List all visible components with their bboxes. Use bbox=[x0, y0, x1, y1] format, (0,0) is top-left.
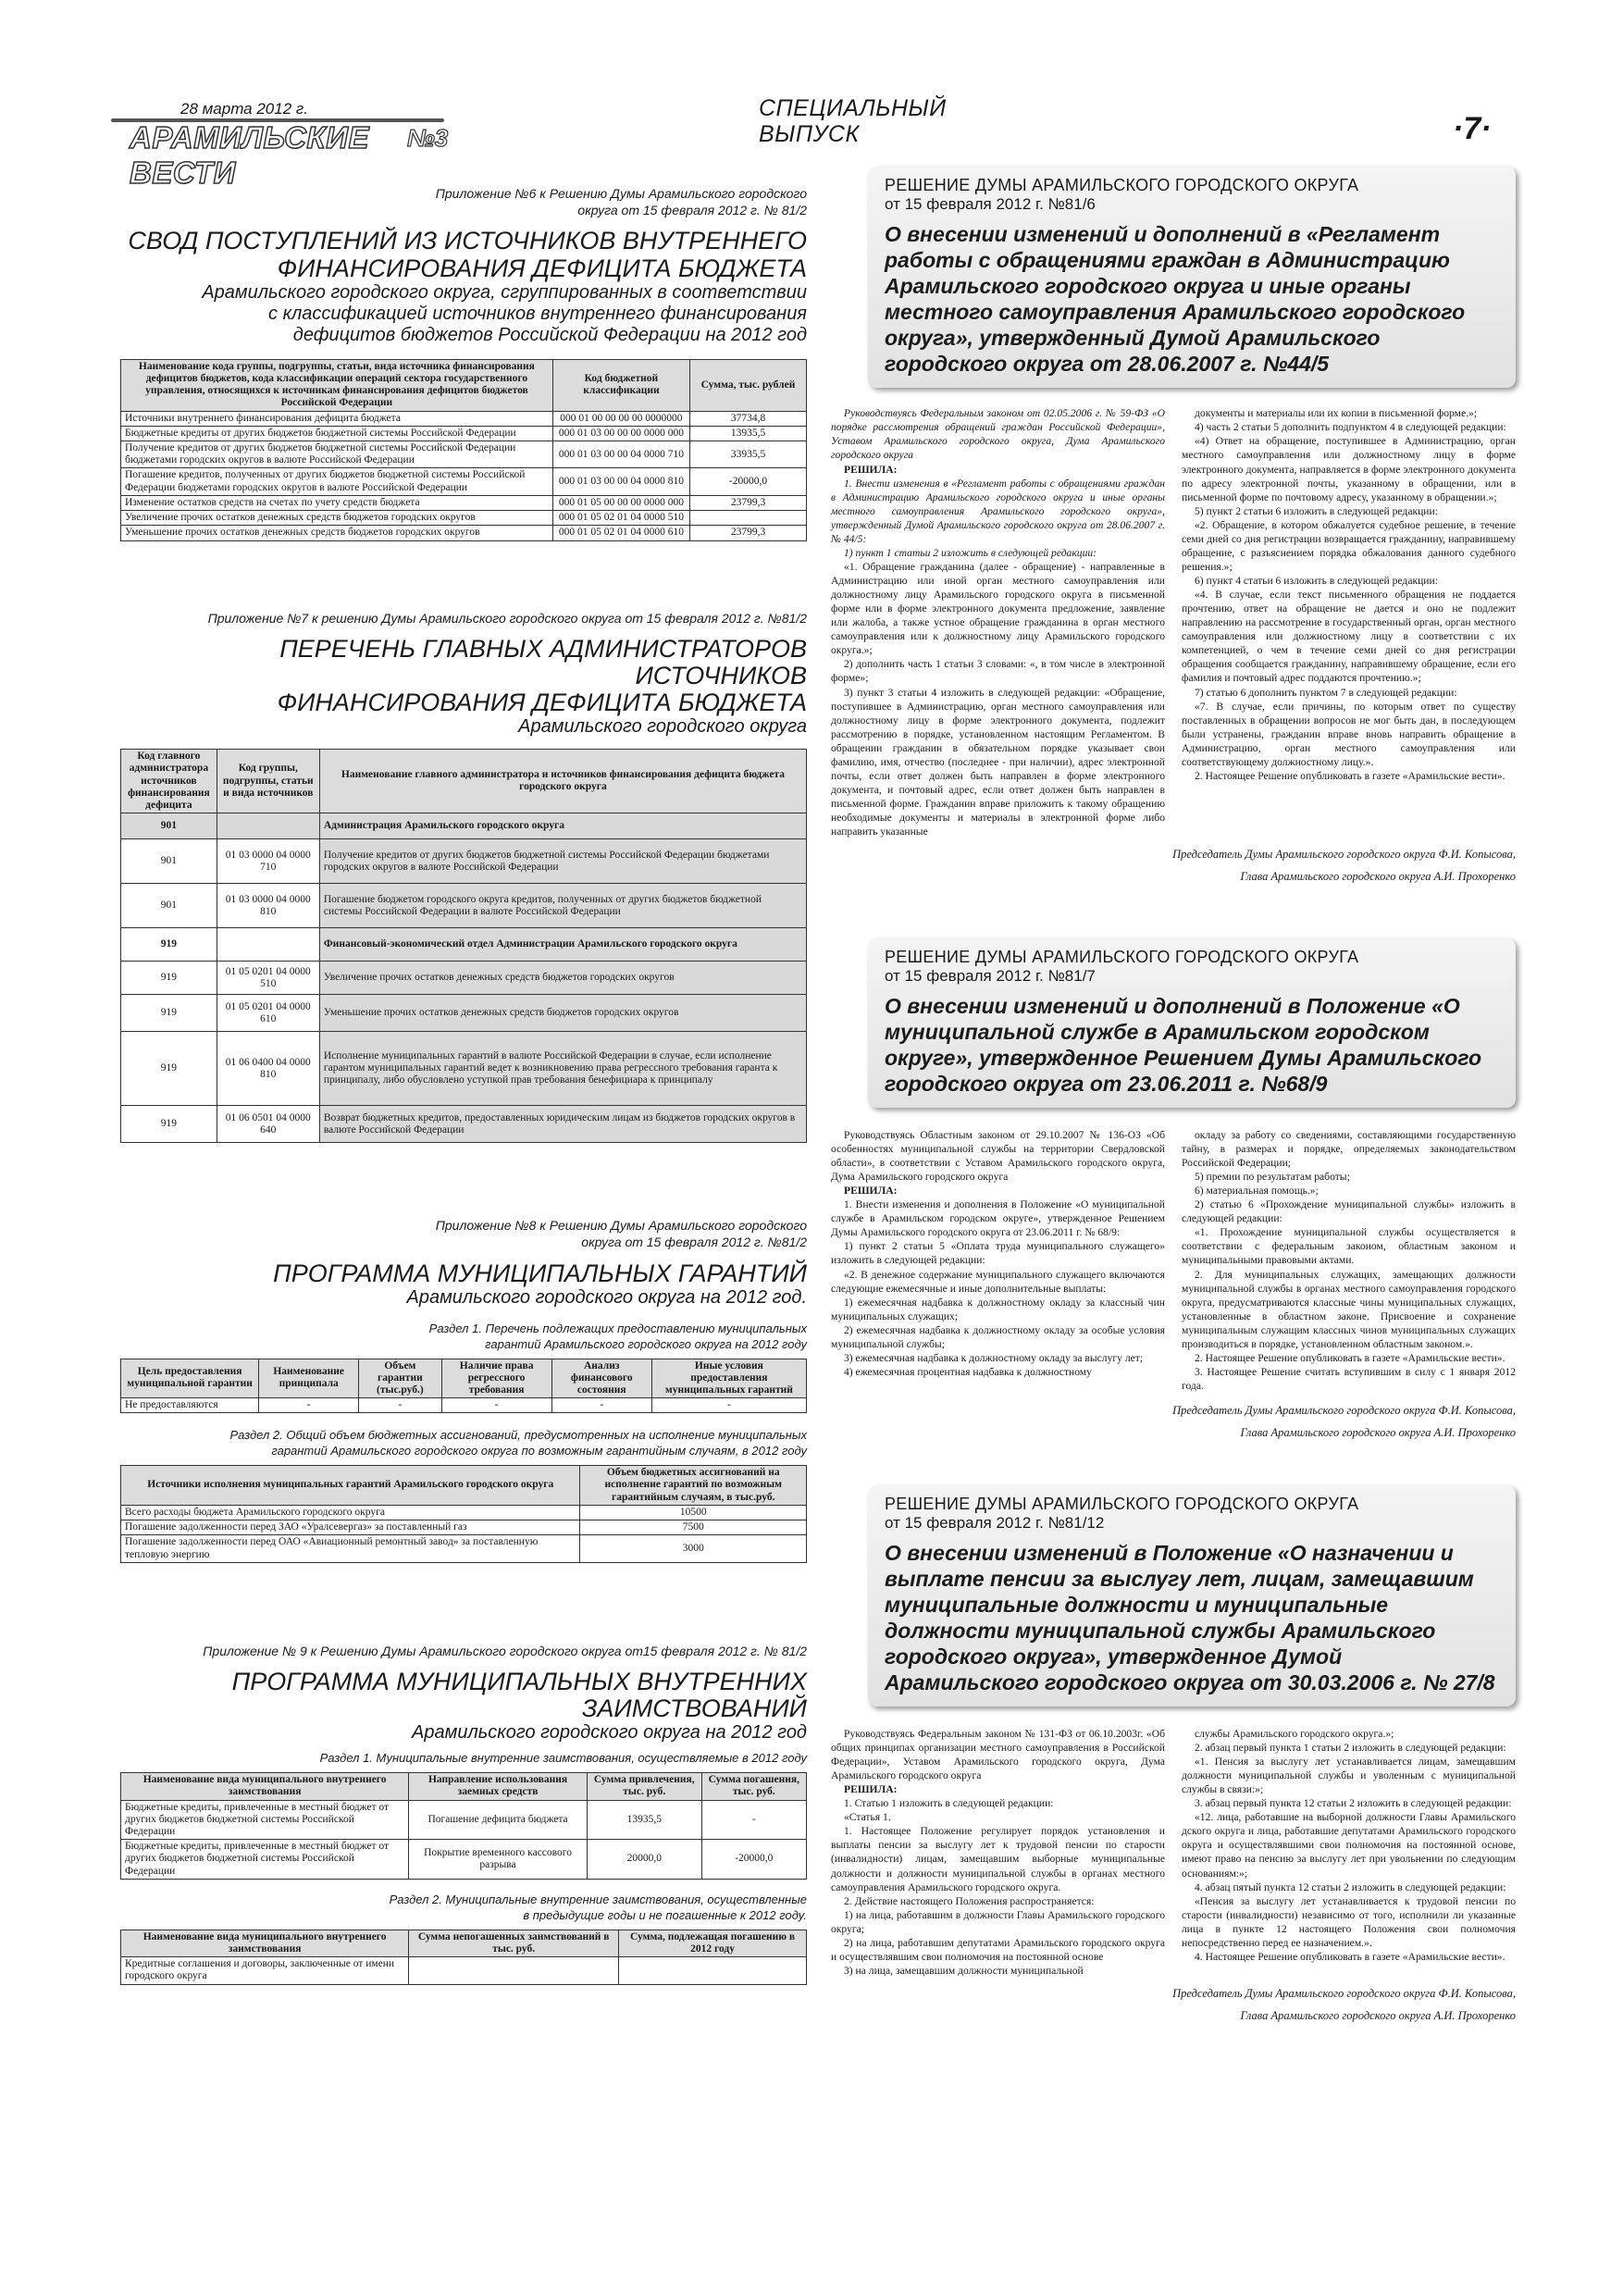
decision-headline: О внесении изменений в Положение «О назначении и выплате пенсии за выслугу лет, лицам, замещавшим муниципальные должности и муниципальные должности муниципальной службы Арамильского городского округа», утвержденное Думой Арамильского городского округа от 30.03.2006 г. № 27/8 bbox=[885, 1540, 1495, 1694]
appendix8-sec1-a: Раздел 1. Перечень подлежащих предоставлению муниципальных bbox=[428, 1321, 807, 1335]
a8-cell: 10500 bbox=[580, 1505, 807, 1520]
decision-date: от 15 февраля 2012 г. №81/6 bbox=[885, 195, 1096, 213]
a8-head: Анализ финансового состояния bbox=[551, 1359, 651, 1398]
a9-cell: Бюджетные кредиты, привлеченные в местный бюджет от других бюджетов бюджетной системы Российской Федерации bbox=[121, 1840, 409, 1880]
a7-cell: Администрация Арамильского городского округа bbox=[319, 813, 806, 839]
a7-cell: Увеличение прочих остатков денежных средств бюджетов городских округов bbox=[319, 962, 806, 995]
paragraph: 1) на лица, работавшим в должности Главы Арамильского городского округа; bbox=[831, 1908, 1165, 1935]
decision-81-12-body bbox=[831, 1727, 1516, 1978]
table-row bbox=[121, 813, 807, 839]
a8-cell: Погашение задолженности перед ЗАО «Уралсевергаз» за поставленный газ bbox=[121, 1520, 580, 1535]
appendix7-sub: Арамильского городского округа bbox=[518, 716, 807, 738]
table-row bbox=[121, 1106, 807, 1143]
a6-cell: 000 01 00 00 00 00 0000000 bbox=[552, 411, 689, 426]
paragraph: 1. Статью 1 изложить в следующей редакции: bbox=[844, 1797, 1054, 1810]
table-row bbox=[121, 839, 807, 884]
paragraph: 1. Настоящее Положение регулирует порядок установления и выплаты пенсии за выслугу лет к трудовой пенсии по старости (инвалидности) лицам, замещавшим выборные муниципальные должности и должности муниципальной службы в органах местного самоуправления Арамильского городского округа. bbox=[831, 1825, 1165, 1893]
decision-kicker: РЕШЕНИЕ ДУМЫ АРАМИЛЬСКОГО ГОРОДСКОГО ОКРУГА bbox=[885, 947, 1359, 966]
signature-chair: Председатель Думы Арамильского городского округа Ф.И. Копысова, bbox=[1172, 1987, 1516, 2000]
signature-chair: Председатель Думы Арамильского городского округа Ф.И. Копысова, bbox=[1172, 1404, 1516, 1418]
a9-head: Сумма привлечения, тыс. руб. bbox=[587, 1773, 701, 1800]
paragraph: «Пенсия за выслугу лет устанавливается к трудовой пенсии по старости (инвалидности) независимо от того, исполнили ли указанные лица в пункте 12 настоящего Положения свои полномочия непосредственно перед ее назначением.». bbox=[1182, 1894, 1516, 1949]
a9-cell: Погашение дефицита бюджета bbox=[409, 1800, 588, 1840]
a8-cell: 7500 bbox=[580, 1520, 807, 1535]
paragraph: «1. Пенсия за выслугу лет устанавливается лицам, замещавшим должности муниципальной службы и уволенным с муниципальной службы в связи:»; bbox=[1182, 1756, 1516, 1796]
masthead bbox=[111, 100, 453, 190]
a7-head-name: Наименование главного администратора и источников финансирования дефицита бюджета городского округа bbox=[319, 750, 806, 813]
table-row bbox=[121, 1520, 807, 1535]
paragraph: Руководствуясь Областным законом от 29.10.2007 № 136-ОЗ «Об особенностях муниципальной службы на территории Свердловской области», в соответствии с Уставом Арамильского городского округа, Дума Арамильского городского округа bbox=[831, 1128, 1165, 1184]
appendix9-sec2-a: Раздел 2. Муниципальные внутренние заимствования, осуществленные bbox=[389, 1892, 807, 1906]
signature-chair: Председатель Думы Арамильского городского округа Ф.И. Копысова, bbox=[1172, 848, 1516, 862]
a6-cell: Получение кредитов от других бюджетов бюджетной системы Российской Федерации бюджетами городских округов в валюте Российской Федерации bbox=[121, 441, 553, 468]
a6-head-sum: Сумма, тыс. рублей bbox=[690, 359, 807, 411]
a6-cell: Изменение остатков средств на счетах по учету средств бюджета bbox=[121, 495, 553, 510]
table-row bbox=[121, 962, 807, 995]
a7-cell: Погашение бюджетом городского округа кредитов, полученных от других бюджетов бюджетной системы Российской Федерации в валюте Российской Федерации bbox=[319, 884, 806, 928]
a6-cell: 23799,3 bbox=[690, 495, 807, 510]
table-row bbox=[121, 495, 807, 510]
paragraph: «12. лица, работавшие на выборной должности Главы Арамильского дского округа и лица, работавшие депутатами Арамильского городского округа и осуществлявшими свои полномочия на постоянной основе, имеют право на пенсию за выслугу лет при увольнении по следующим основаниям:»; bbox=[1182, 1811, 1516, 1880]
a8-head: Объем гарантии (тыс.руб.) bbox=[359, 1359, 441, 1398]
a9-cell bbox=[619, 1957, 807, 1984]
a8-cell: Погашение задолженности перед ОАО «Авиационный ремонтный завод» за поставленную тепловую энергию bbox=[121, 1535, 580, 1562]
appendix8-note-2: округа от 15 февраля 2012 г. №81/2 bbox=[581, 1235, 807, 1250]
paragraph: «2. В денежное содержание муниципального служащего включаются следующие ежемесячные и иные дополнительные выплаты: bbox=[831, 1268, 1165, 1295]
decision-kicker: РЕШЕНИЕ ДУМЫ АРАМИЛЬСКОГО ГОРОДСКОГО ОКРУГА bbox=[885, 176, 1359, 194]
a8-cell: 3000 bbox=[580, 1535, 807, 1562]
table-row bbox=[121, 1032, 807, 1106]
decision-headline: О внесении изменений и дополнений в «Регламент работы с обращениями граждан в Администрацию Арамильского городского округа и иные органы местного самоуправления Арамильского городского округа», утвержденный Думой Арамильского городского округа от 28.06.2007 г. №44/5 bbox=[885, 222, 1466, 377]
a7-cell: 01 06 0501 04 0000 640 bbox=[217, 1106, 319, 1143]
a6-cell: 23799,3 bbox=[690, 526, 807, 540]
decision-kicker: РЕШЕНИЕ ДУМЫ АРАМИЛЬСКОГО ГОРОДСКОГО ОКРУГА bbox=[885, 1494, 1359, 1513]
a6-cell: 000 01 05 02 01 04 0000 510 bbox=[552, 511, 689, 526]
decision-date: от 15 февраля 2012 г. №81/12 bbox=[885, 1513, 1105, 1532]
a7-cell: 901 bbox=[121, 884, 217, 928]
appendix8-table-1 bbox=[120, 1359, 807, 1414]
paragraph: 3. абзац первый пункта 12 статьи 2 изложить в следующей редакции: bbox=[1195, 1797, 1512, 1810]
table-row bbox=[121, 884, 807, 928]
a7-cell: 01 03 0000 04 0000 810 bbox=[217, 884, 319, 928]
appendix8-sec2-b: гарантий Арамильского городского округа по возможным гарантийным случаям, в 2012 году bbox=[271, 1444, 807, 1458]
a8-cell: Всего расходы бюджета Арамильского городского округа bbox=[121, 1505, 580, 1520]
appendix9-table-2 bbox=[120, 1930, 807, 1985]
signature-head: Глава Арамильского городского округа А.И. Прохоренко bbox=[1240, 869, 1516, 883]
decision-81-7-header bbox=[868, 938, 1516, 1108]
paragraph: «4) Ответ на обращение, поступившее в Администрацию, орган местного самоуправления или должностному лицу в форме электронного документа, направляется в форме электронного документа по адресу электронной почты, указанному в обращении, или в письменной форме по почтовому адресу, указанному в обращении.»; bbox=[1182, 435, 1516, 503]
paragraph: 5) пункт 2 статьи 6 изложить в следующей редакции: bbox=[1195, 504, 1438, 517]
a9-cell: Бюджетные кредиты, привлеченные в местный бюджет от других бюджетов бюджетной системы Российской Федерации bbox=[121, 1800, 409, 1840]
paragraph: 3. Настоящее Решение считать вступившим в силу с 1 января 2012 года. bbox=[1182, 1365, 1516, 1393]
table-row bbox=[121, 928, 807, 962]
paragraph: 2. абзац первый пункта 1 статьи 2 изложить в следующей редакции: bbox=[1195, 1741, 1506, 1754]
paragraph: РЕШИЛА: bbox=[844, 1185, 898, 1198]
paragraph: окладу за работу со сведениями, составляющими государственную тайну, в размерах и порядке, определяемых законодательством Российской Федерации; bbox=[1182, 1128, 1516, 1170]
a6-cell: Бюджетные кредиты от других бюджетов бюджетной системы Российской Федерации bbox=[121, 426, 553, 441]
a8-cell: Не предоставляются bbox=[121, 1398, 259, 1413]
appendix8-title: ПРОГРАММА МУНИЦИПАЛЬНЫХ ГАРАНТИЙ bbox=[273, 1259, 807, 1287]
table-row bbox=[121, 1957, 807, 1984]
a8-head: Наименование принципала bbox=[259, 1359, 359, 1398]
a6-cell: Источники внутреннего финансирования дефицита бюджета bbox=[121, 411, 553, 426]
paragraph: 2) дополнить часть 1 статьи 3 словами: «, в том числе в электронной форме»; bbox=[831, 658, 1165, 685]
appendix6-sub-2: с классификацией источников внутреннего финансирования bbox=[268, 303, 807, 324]
a9-cell: 20000,0 bbox=[587, 1840, 701, 1880]
appendix6-title-2: ФИНАНСИРОВАНИЯ ДЕФИЦИТА БЮДЖЕТА bbox=[277, 254, 807, 282]
decision-81-12-signature bbox=[831, 1983, 1516, 2028]
a7-cell: 919 bbox=[121, 1106, 217, 1143]
a6-cell: 13935,5 bbox=[690, 426, 807, 441]
body-col-left bbox=[831, 1727, 1165, 1978]
paragraph: «4. В случае, если текст письменного обращения не поддается прочтению, ответ на обращение не дается и оно не подлежит направлению на рассмотрение в государственный орган, орган местного самоуправления или должностному лицу в соответствии с их компетенцией, о чем в течение семи дней со дня регистрации обращения сообщается гражданину, направившему обращение, если его фамилия и почтовый адрес поддаются прочтению.»; bbox=[1182, 589, 1516, 685]
appendix8-note-1: Приложение №8 к Решению Думы Арамильского городского bbox=[435, 1218, 807, 1234]
a8-cell: - bbox=[551, 1398, 651, 1413]
paragraph: 2. Для муниципальных служащих, замещающих должности муниципальной службы в органах местного самоуправления городского округа, предусматриваются классные чины муниципальных служащих, установленные в областном законе. Присвоение и сохранение муниципальным служащим классных чинов муниципальных служащих производиться в порядке, установленном областным законом.». bbox=[1182, 1268, 1516, 1350]
decision-81-7-body bbox=[831, 1128, 1516, 1393]
appendix8-sec2-a: Раздел 2. Общий объем бюджетных ассигнований, предусмотренных на исполнение муниципальных bbox=[229, 1428, 807, 1443]
a7-cell: 901 bbox=[121, 813, 217, 839]
body-col-right bbox=[1182, 406, 1516, 838]
paragraph: 1) пункт 1 статьи 2 изложить в следующей редакции: bbox=[844, 546, 1097, 559]
table-row bbox=[121, 1535, 807, 1562]
paragraph: 4. Настоящее Решение опубликовать в газете «Арамильские вести». bbox=[1195, 1950, 1505, 1963]
paragraph: «Статья 1. bbox=[844, 1811, 891, 1824]
table-row bbox=[121, 411, 807, 426]
appendix7-note: Приложение №7 к решению Думы Арамильского городского округа от 15 февраля 2012 г. №81/2 bbox=[207, 610, 807, 626]
a6-cell: 000 01 05 00 00 00 0000 000 bbox=[552, 495, 689, 510]
a6-head-code: Код бюджетной классификации bbox=[552, 359, 689, 411]
a9-cell bbox=[409, 1957, 619, 1984]
decision-81-6-signature bbox=[831, 844, 1516, 888]
a6-cell: 000 01 03 00 00 04 0000 810 bbox=[552, 468, 689, 495]
signature-head: Глава Арамильского городского округа А.И. Прохоренко bbox=[1240, 1425, 1516, 1439]
a9-head: Направление использования заемных средств bbox=[409, 1773, 588, 1800]
appendix8-table-2 bbox=[120, 1465, 807, 1563]
a7-cell: 919 bbox=[121, 928, 217, 962]
table-row bbox=[121, 1505, 807, 1520]
appendix9-sec2-b: в предыдущие годы и не погашенные к 2012 году. bbox=[523, 1907, 807, 1922]
paragraph: 3) на лица, замещавшим должности муниципальной bbox=[844, 1964, 1084, 1977]
a6-cell: Уменьшение прочих остатков денежных средств бюджетов городских округов bbox=[121, 526, 553, 540]
a7-cell: 919 bbox=[121, 1032, 217, 1106]
paragraph: 4) часть 2 статьи 5 дополнить подпунктом 4 в следующей редакции: bbox=[1195, 421, 1506, 434]
paragraph: «7. В случае, если причины, по которым ответ по существу поставленных в обращении вопросов не мог быть дан, в последующем были устранены, гражданин вправе вновь направить обращение в Администрацию, орган местного самоуправления или соответствующему должностному лицу.». bbox=[1182, 700, 1516, 768]
paragraph: 2. Настоящее Решение опубликовать в газете «Арамильские вести». bbox=[1195, 1351, 1505, 1364]
a7-head-admin: Код главного администратора источников финансирования дефицита bbox=[121, 750, 217, 813]
a9-head: Наименование вида муниципального внутреннего заимствования bbox=[121, 1930, 409, 1956]
a8-head: Цель предоставления муниципальной гарантии bbox=[121, 1359, 259, 1398]
a7-cell: 01 05 0201 04 0000 510 bbox=[217, 962, 319, 995]
decision-81-6-header bbox=[868, 167, 1516, 388]
appendix7-title-1: ПЕРЕЧЕНЬ ГЛАВНЫХ АДМИНИСТРАТОРОВ ИСТОЧНИКОВ bbox=[279, 634, 807, 689]
a9-cell: - bbox=[701, 1800, 806, 1840]
paragraph: Руководствуясь Федеральным законом от 02.05.2006 г. № 59-ФЗ «О порядке рассмотрения обращений граждан Российской Федерации», Уставом Арамильского городского округа, Дума Арамильского городского округа bbox=[831, 407, 1165, 462]
decision-81-7-signature bbox=[831, 1400, 1516, 1445]
body-col-right bbox=[1182, 1727, 1516, 1978]
a7-cell: Финансовый-экономический отдел Администрации Арамильского городского округа bbox=[319, 928, 806, 962]
body-col-left bbox=[831, 1128, 1165, 1393]
a8-cell: - bbox=[441, 1398, 551, 1413]
paragraph: РЕШИЛА: bbox=[844, 463, 898, 476]
appendix6-title-1: СВОД ПОСТУПЛЕНИЙ ИЗ ИСТОЧНИКОВ ВНУТРЕННЕГО bbox=[128, 227, 807, 255]
a7-cell: Исполнение муниципальных гарантий в валюте Российской Федерации в случае, если исполнение гарантом муниципальных гарантий ведет к возникновению права регрессного требования гаранта к принципалу, либо обусловлено уступкой прав требования бенефициара к принципалу bbox=[319, 1032, 806, 1106]
a7-cell: 01 03 0000 04 0000 710 bbox=[217, 839, 319, 884]
paragraph: 1) ежемесячная надбавка к должностному окладу за классный чин муниципальных служащих; bbox=[831, 1296, 1165, 1322]
a6-cell: Погашение кредитов, полученных от других бюджетов бюджетной системы Российской Федерации бюджетами городских округов в валюте Российской Федерации bbox=[121, 468, 553, 495]
table-row bbox=[121, 995, 807, 1032]
paragraph: 3) пункт 3 статьи 4 изложить в следующей редакции: «Обращение, поступившее в Администрацию, орган местного самоуправления или должностному лицу в форме электронного документа, подлежит рассмотрению в порядке, установленном настоящим Регламентом. В обращении гражданин в обязательном порядке указывает свои фамилию, имя, отчество (последнее - при наличии), адрес электронной почты, если ответ должен быть направлен в форме электронного документа, и почтовый адрес, если ответ должен быть направлен в письменной форме. Гражданин вправе приложить к такому обращению необходимые документы и материалы в электронной форме либо направить указанные bbox=[831, 686, 1165, 838]
a9-cell: Покрытие временного кассового разрыва bbox=[409, 1840, 588, 1880]
appendix6-note-1: Приложение №6 к Решению Думы Арамильского городского bbox=[435, 186, 807, 201]
issue-date: 28 марта 2012 г. bbox=[180, 100, 308, 118]
paragraph: 1. Внести изменения и дополнения в Положение «О муниципальной службе в Арамильском городском округе», утвержденное Решением Думы Арамильского городского округа от 23.06.2011 г. № 68/9: bbox=[831, 1198, 1165, 1239]
appendix9-sub: Арамильского городского округа на 2012 год bbox=[412, 1722, 807, 1744]
table-row bbox=[121, 468, 807, 495]
a6-cell: 33935,5 bbox=[690, 441, 807, 468]
paragraph: 2. Настоящее Решение опубликовать в газете «Арамильские вести». bbox=[1195, 769, 1505, 782]
paper-name: АРАМИЛЬСКИЕ ВЕСТИ bbox=[130, 120, 369, 190]
a6-cell: 000 01 03 00 00 04 0000 710 bbox=[552, 441, 689, 468]
appendix7-table bbox=[120, 749, 807, 1143]
a7-cell: 01 06 0400 04 0000 810 bbox=[217, 1032, 319, 1106]
a7-cell bbox=[217, 928, 319, 962]
paragraph: 2) статью 6 «Прохождение муниципальной службы» изложить в следующей редакции: bbox=[1182, 1198, 1516, 1225]
a6-head-name: Наименование кода группы, подгруппы, статьи, вида источника финансирования дефицитов бюджетов, кода классификации операций сектора государственного управления, относящихся к источникам финансирования дефицитов бюджетов Российской Федерации bbox=[121, 359, 553, 411]
decision-headline: О внесении изменений и дополнений в Положение «О муниципальной службе в Арамильском городском округе», утвержденное Решением Думы Арамильского городского округа от 23.06.2011 г. №68/9 bbox=[885, 993, 1482, 1096]
table-row bbox=[121, 426, 807, 441]
paragraph: 5) премии по результатам работы; bbox=[1195, 1171, 1350, 1184]
paragraph: 1) пункт 2 статьи 5 «Оплата труда муниципального служащего» изложить в следующей редакции: bbox=[831, 1240, 1165, 1267]
a6-cell: -20000,0 bbox=[690, 468, 807, 495]
a6-cell: 37734,8 bbox=[690, 411, 807, 426]
a6-cell bbox=[690, 511, 807, 526]
a8-cell: - bbox=[651, 1398, 806, 1413]
a9-cell: 13935,5 bbox=[587, 1800, 701, 1840]
a7-cell: 01 05 0201 04 0000 610 bbox=[217, 995, 319, 1032]
a9-cell: Кредитные соглашения и договоры, заключенные от имени городского округа bbox=[121, 1957, 409, 1984]
table-row bbox=[121, 1398, 807, 1413]
paragraph: 6) пункт 4 статьи 6 изложить в следующей редакции: bbox=[1195, 575, 1438, 588]
a7-cell: 901 bbox=[121, 839, 217, 884]
paragraph: 4. абзац пятый пункта 12 статьи 2 изложить в следующей редакции: bbox=[1195, 1880, 1506, 1893]
table-row bbox=[121, 1840, 807, 1880]
right-column bbox=[831, 167, 1516, 2028]
table-row bbox=[121, 526, 807, 540]
a8-head: Объем бюджетных ассигнований на исполнение гарантий по возможным гарантийным случаям, в тыс.руб. bbox=[580, 1466, 807, 1506]
a6-cell: 000 01 05 02 01 04 0000 610 bbox=[552, 526, 689, 540]
appendix6-table bbox=[120, 359, 807, 541]
a8-cell: - bbox=[359, 1398, 441, 1413]
a9-head: Наименование вида муниципального внутреннего заимствования bbox=[121, 1773, 409, 1800]
a7-cell: 919 bbox=[121, 962, 217, 995]
special-label-2: ВЫПУСК bbox=[759, 120, 860, 147]
a7-cell: Возврат бюджетных кредитов, предоставленных юридическим лицам из бюджетов городских округов в валюте Российской Федерации bbox=[319, 1106, 806, 1143]
a7-cell: Уменьшение прочих остатков денежных средств бюджетов городских округов bbox=[319, 995, 806, 1032]
a8-head: Источники исполнения муниципальных гарантий Арамильского городского округа bbox=[121, 1466, 580, 1506]
paragraph: «2. Обращение, в котором обжалуется судебное решение, в течение семи дней со дня регистрации возвращается гражданину, направившему обращение, с разъяснением порядка обжалования данного судебного решения.»; bbox=[1182, 518, 1516, 573]
appendix9-title: ПРОГРАММА МУНИЦИПАЛЬНЫХ ВНУТРЕННИХ ЗАИМСТВОВАНИЙ bbox=[231, 1667, 807, 1723]
appendix6-note-2: округа от 15 февраля 2012 г. № 81/2 bbox=[577, 203, 807, 218]
paragraph: 2) на лица, работавшим депутатами Арамильского городского округа и осуществлявшим свои полномочия на постоянной основе bbox=[831, 1936, 1165, 1963]
paragraph: 1. Внести изменения в «Регламент работы с обращениями граждан в Администрацию Арамильского городского округа и иные органы местного самоуправления Арамильского городского округа», утвержденный Думой Арамильского городского округа от 28.06.2007 г. № 44/5: bbox=[831, 477, 1165, 545]
a7-cell: 919 bbox=[121, 995, 217, 1032]
paragraph: службы Арамильского городского округа.»; bbox=[1195, 1727, 1394, 1740]
paragraph: 6) материальная помощь.»; bbox=[1195, 1185, 1319, 1198]
paragraph: 2. Действие настоящего Положения распространяется: bbox=[844, 1894, 1095, 1907]
paragraph: «1. Прохождение муниципальной службы осуществляется в соответствии с федеральным законом, областным законом и муниципальными правовыми актами. bbox=[1182, 1226, 1516, 1267]
paragraph: Руководствуясь Федеральным законом № 131-ФЗ от 06.10.2003г. «Об общих принципах организации местного самоуправления в Российской Федерации», Уставом Арамильского городского округа, Дума Арамильского городского округа bbox=[831, 1727, 1165, 1782]
issue-number: №3 bbox=[407, 124, 449, 152]
a6-cell: Увеличение прочих остатков денежных средств бюджетов городских округов bbox=[121, 511, 553, 526]
table-row bbox=[121, 441, 807, 468]
paragraph: 3) ежемесячная надбавка к должностному окладу за выслугу лет; bbox=[844, 1351, 1144, 1364]
appendix9-sec1: Раздел 1. Муниципальные внутренние заимствования, осуществляемые в 2012 году bbox=[319, 1751, 807, 1766]
body-col-right bbox=[1182, 1128, 1516, 1393]
decision-date: от 15 февраля 2012 г. №81/7 bbox=[885, 966, 1096, 985]
signature-head: Глава Арамильского городского округа А.И. Прохоренко bbox=[1240, 2008, 1516, 2022]
a8-head: Иные условия предоставления муниципальных гарантий bbox=[651, 1359, 806, 1398]
a7-head-code: Код группы, подгруппы, статьи и вида источников bbox=[217, 750, 319, 813]
appendix9-table-1 bbox=[120, 1772, 807, 1880]
a9-head: Сумма, подлежащая погашению в 2012 году bbox=[619, 1930, 807, 1956]
paragraph: РЕШИЛА: bbox=[844, 1783, 898, 1796]
a8-head: Наличие права регрессного требования bbox=[441, 1359, 551, 1398]
paragraph: «1. Обращение гражданина (далее - обращение) - направленные в Администрацию или иной орган местного самоуправления или должностному лицу Арамильского городского округа в письменной форме или в форме электронного документа предложение, заявление или жалоба, а также устное обращение гражданина в орган местного самоуправления или к должностному лицу Арамильского городского округа.»; bbox=[831, 560, 1165, 657]
table-row bbox=[121, 1800, 807, 1840]
special-label: СПЕЦИАЛЬНЫЙ bbox=[759, 95, 947, 121]
page-number: ·7· bbox=[1453, 111, 1492, 146]
a6-cell: 000 01 03 00 00 00 0000 000 bbox=[552, 426, 689, 441]
appendix6-sub-1: Арамильского городского округа, сгруппированных в соответствии bbox=[202, 281, 807, 303]
body-col-left bbox=[831, 406, 1165, 838]
a9-head: Сумма непогашенных заимствований в тыс. руб. bbox=[409, 1930, 619, 1956]
appendix9-note: Приложение № 9 к Решению Думы Арамильского городского округа от15 февраля 2012 г. № 81/2 bbox=[203, 1643, 807, 1658]
special-issue bbox=[759, 96, 947, 147]
appendix8-sub: Арамильского городского округа на 2012 год. bbox=[406, 1286, 807, 1308]
table-row bbox=[121, 511, 807, 526]
a7-cell: Получение кредитов от других бюджетов бюджетной системы Российской Федерации бюджетами городских округов в валюте Российской Федерации bbox=[319, 839, 806, 884]
paragraph: 4) ежемесячная процентная надбавка к должностному bbox=[844, 1365, 1092, 1378]
appendix8-sec1-b: гарантий Арамильского городского округа на 2012 году bbox=[485, 1336, 807, 1351]
appendix6-sub-3: дефицитов бюджетов Российской Федерации на 2012 год bbox=[292, 324, 807, 345]
paragraph: документы и материалы или их копии в письменной форме.»; bbox=[1195, 407, 1478, 420]
paragraph: 2) ежемесячная надбавка к должностному окладу за особые условия муниципальной службы; bbox=[831, 1323, 1165, 1350]
left-column bbox=[120, 185, 807, 1985]
a9-head: Сумма погашения, тыс. руб. bbox=[701, 1773, 806, 1800]
decision-81-12-header bbox=[868, 1485, 1516, 1706]
paragraph: 7) статью 6 дополнить пунктом 7 в следующей редакции: bbox=[1195, 686, 1457, 699]
decision-81-6-body bbox=[831, 406, 1516, 838]
a7-cell bbox=[217, 813, 319, 839]
appendix7-title-2: ФИНАНСИРОВАНИЯ ДЕФИЦИТА БЮДЖЕТА bbox=[277, 689, 807, 717]
a8-cell: - bbox=[259, 1398, 359, 1413]
a9-cell: -20000,0 bbox=[701, 1840, 806, 1880]
